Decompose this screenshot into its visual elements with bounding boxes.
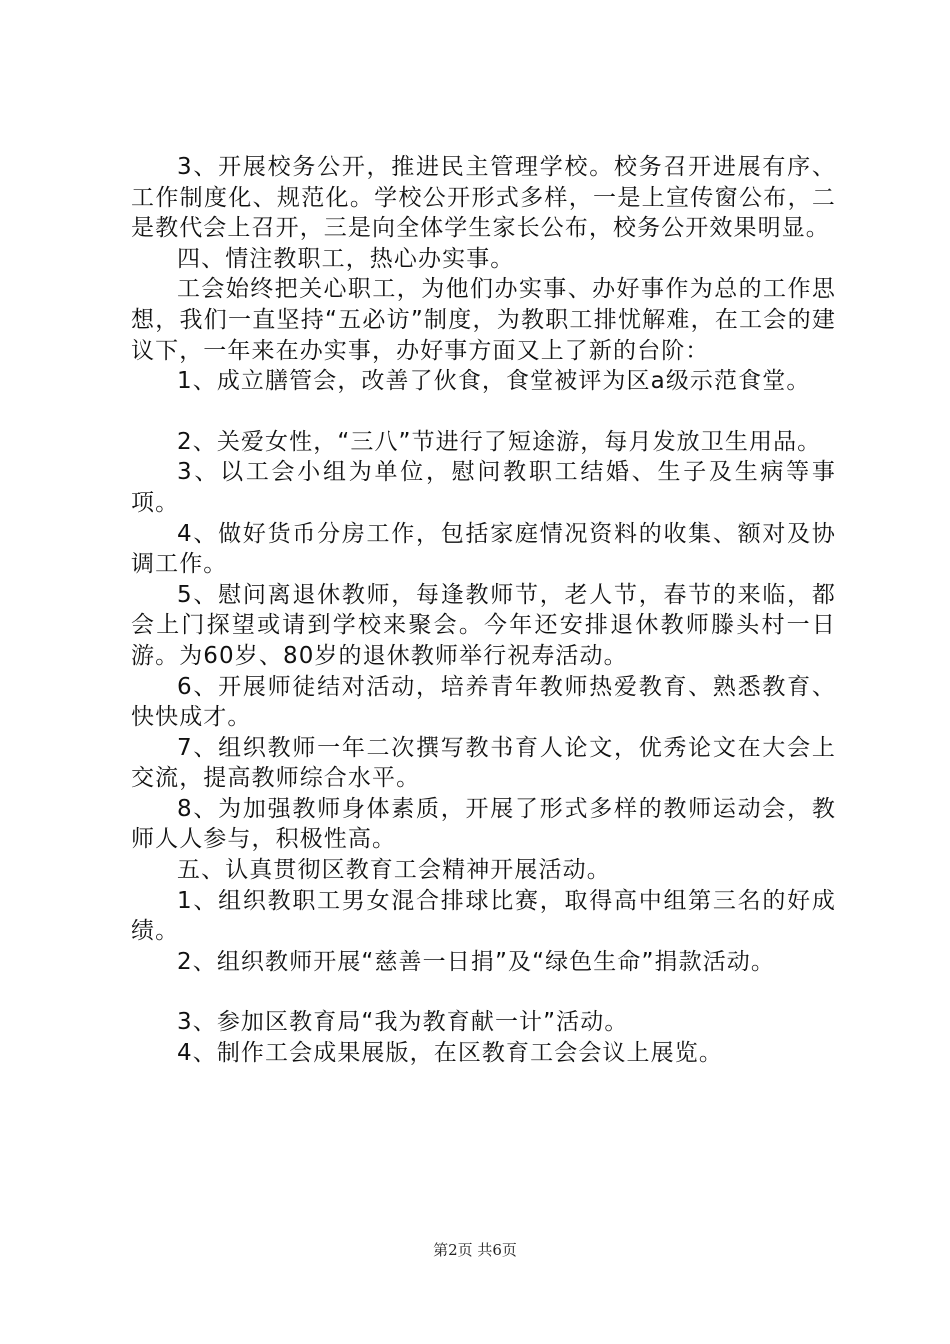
section-heading-five: 五、认真贯彻区教育工会精神开展活动。 [177, 857, 611, 884]
document-body [131, 152, 836, 1069]
section-heading-four: 四、情注教职工，热心办实事。 [177, 245, 515, 272]
list-item-housing: 4、做好货币分房工作，包括家庭情况资料的收集、额对及协调工作。 [131, 520, 836, 578]
list-item-sports: 8、为加强教师身体素质，开展了形式多样的教师运动会，教师人人参与，积极性高。 [131, 795, 836, 853]
list-item-suggestion: 3、参加区教育局“我为教育献一计”活动。 [177, 1009, 629, 1036]
list-item-exhibition: 4、制作工会成果展版，在区教育工会会议上展览。 [177, 1040, 723, 1067]
list-item-mentorship: 6、开展师徒结对活动，培养青年教师热爱教育、熟悉教育、快快成才。 [131, 673, 836, 731]
list-item-donation: 2、组织教师开展“慈善一日捐”及“绿色生命”捐款活动。 [177, 948, 775, 975]
list-item-condolence: 3、以工会小组为单位，慰问教职工结婚、生子及生病等事项。 [131, 459, 836, 516]
list-item-women-care: 2、关爱女性，“三八”节进行了短途游，每月发放卫生用品。 [177, 428, 822, 455]
list-item-volleyball: 1、组织教职工男女混合排球比赛，取得高中组第三名的好成绩。 [131, 887, 836, 945]
paragraph-union-care: 工会始终把关心职工，为他们办实事、办好事作为总的工作思想，我们一直坚持“五必访”制度，为教职工排忧解难，在工会的建议下，一年来在办实事，办好事方面又上了新的台阶： [131, 276, 836, 364]
page-number-footer: 第2页 共6页 [433, 1241, 517, 1259]
list-item-papers: 7、组织教师一年二次撰写教书育人论文，优秀论文在大会上交流，提高教师综合水平。 [131, 734, 836, 792]
list-item-retired-teachers: 5、慰问离退休教师，每逢教师节，老人节，春节的来临，都会上门探望或请到学校来聚会。今年还安排退休教师滕头村一日游。为60岁、80岁的退休教师举行祝寿活动。 [131, 581, 836, 669]
paragraph-school-affairs-openness: 3、开展校务公开，推进民主管理学校。校务召开进展有序、工作制度化、规范化。学校公开形式多样，一是上宣传窗公布，二是教代会上召开，三是向全体学生家长公布，校务公开效果明显。 [131, 154, 836, 242]
list-item-canteen: 1、成立膳管会，改善了伙食，食堂被评为区a级示范食堂。 [177, 368, 811, 395]
